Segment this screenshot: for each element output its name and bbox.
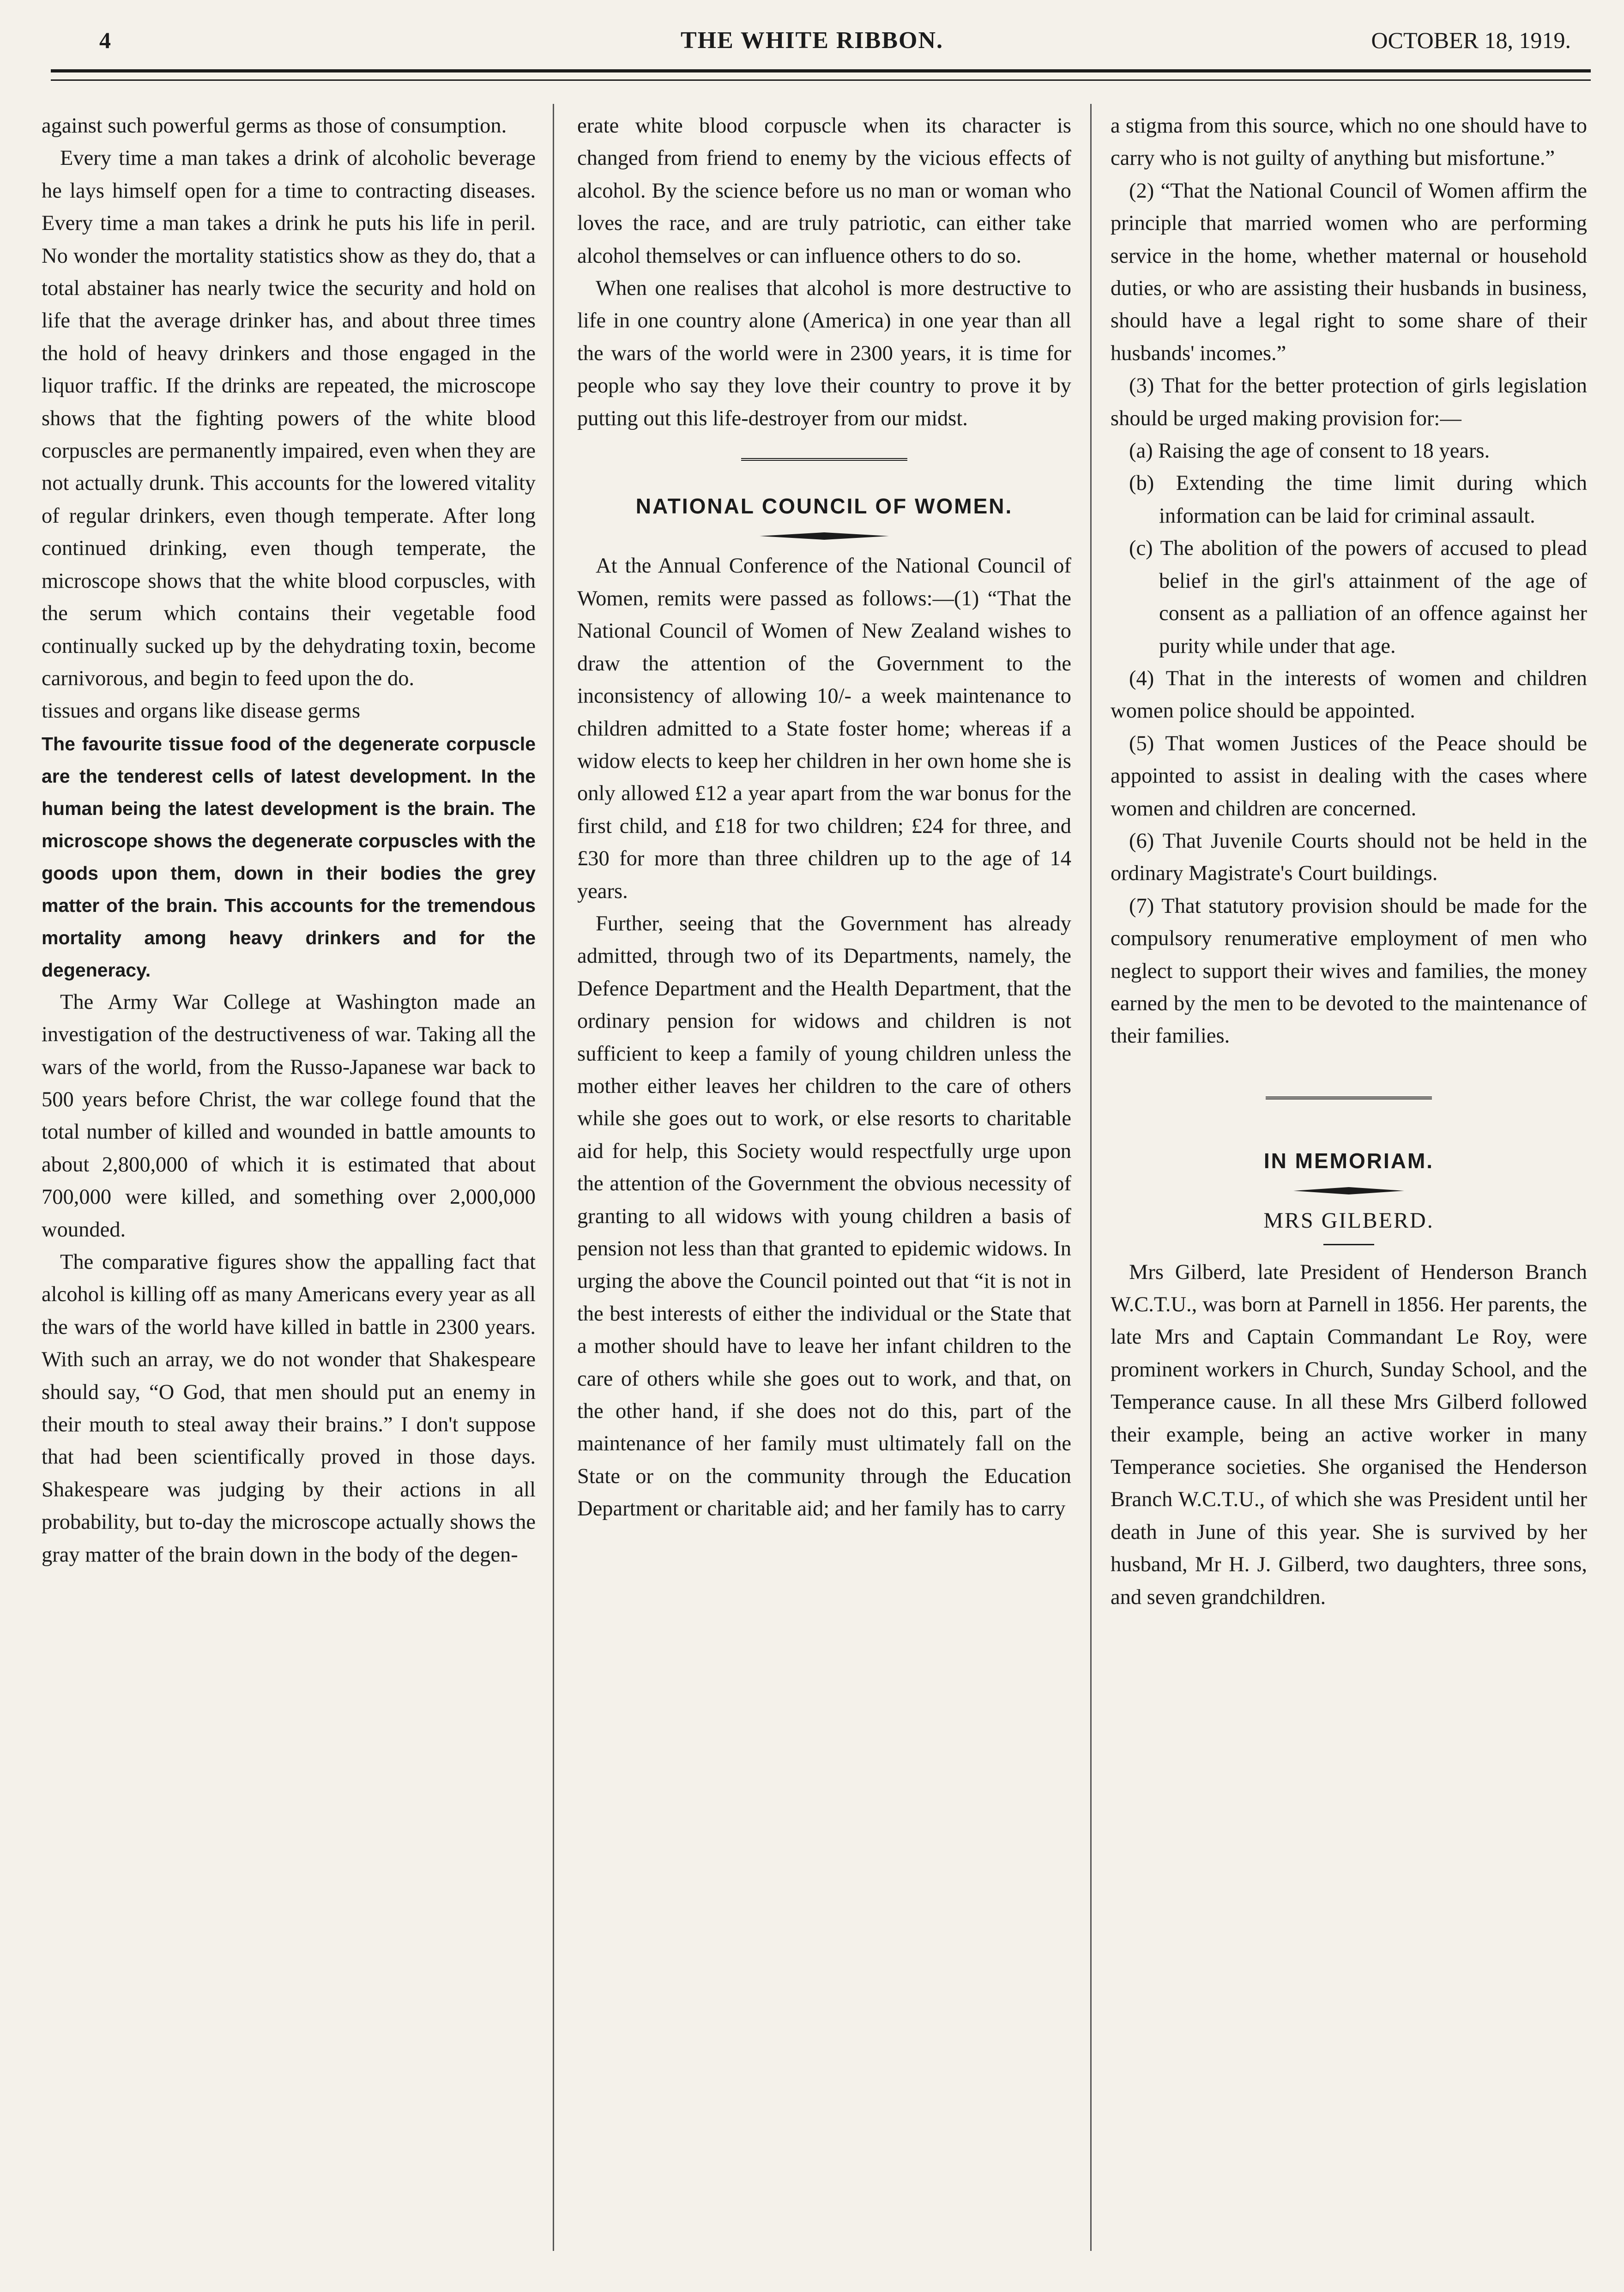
ornament-rule-icon bbox=[760, 531, 889, 542]
column-divider bbox=[553, 104, 554, 2251]
paragraph: erate white blood corpuscle when its character is changed from friend to enemy by the vicious effects of alcohol. By the science before us no man or woman who loves the race, and are truly patriotic, can either take alcohol themselves or can influence others to do so. bbox=[577, 114, 1071, 268]
bold-paragraph: The favourite tissue food of the degenerate corpuscle are the tenderest cells of latest development. In the human being the latest development is the brain. The microscope shows the degenerate corpuscles with the goods upon them, down in their bodies the grey matter of the brain. This accounts for the tremendous mortality among heavy drinkers and for the degeneracy. bbox=[42, 733, 536, 981]
list-item: (b) Extending the time limit during which information can be laid for criminal assault. bbox=[1129, 471, 1587, 528]
provision-list bbox=[1111, 435, 1587, 663]
paragraph: a stigma from this source, which no one should have to carry who is not guilty of anything but misfortune.” bbox=[1111, 114, 1587, 170]
paragraph: (3) That for the better protection of girls legislation should be urged making provision for:— bbox=[1111, 374, 1587, 430]
issue-date: OCTOBER 18, 1919. bbox=[1371, 27, 1571, 53]
ornament-rule-icon bbox=[1293, 1185, 1404, 1196]
paragraph: Further, seeing that the Government has already admitted, through two of its Departments, namely, the Defence Department and the Health Department, that the ordinary pension for widows and children is not sufficient to keep a family of young children unless the mother either leaves her children to the care of others while she goes out to work, or else resorts to charitable aid for help, this Society would respectfully urge upon the attention of the Government the obvious necessity of granting to all widows with young children a basis of pension not less than that granted to epidemic widows. In urging the above the Council pointed out that “it is not in the best interests of either the individual or the State that a mother should have to leave her infant children to the care of others while she goes out to work, and that, on the other hand, if she does not do this, part of the maintenance of her family must ultimately fall on the State or on the community through the Education Department or charitable aid; and her family has to carry bbox=[577, 911, 1071, 1521]
memoriam-heading: IN MEMORIAM. bbox=[1263, 1148, 1434, 1173]
memoriam-name: MRS GILBERD. bbox=[1263, 1208, 1434, 1233]
section-divider bbox=[741, 458, 907, 462]
paragraph: (5) That women Justices of the Peace should be appointed to assist in dealing with the cases where women and children are concerned. bbox=[1111, 731, 1587, 820]
list-item: (a) Raising the age of consent to 18 years. bbox=[1129, 439, 1490, 463]
paragraph: (6) That Juvenile Courts should not be held in the ordinary Magistrate's Court buildings. bbox=[1111, 829, 1587, 886]
paragraph: The Army War College at Washington made an investigation of the destructiveness of war. Taking all the wars of the world, from the Russo-Japanese war back to 500 years before Christ, the war college found that the total number of killed and wounded in battle amounts to about 2,800,000 of which it is estimated that about 700,000 were killed, and something over 2,000,000 wounded. bbox=[42, 990, 536, 1242]
column-1 bbox=[42, 110, 536, 1571]
section-heading: NATIONAL COUNCIL OF WOMEN. bbox=[635, 494, 1013, 519]
paragraph: tissues and organs like disease germs bbox=[42, 699, 361, 723]
paragraph: (7) That statutory provision should be made for the compulsory renumerative employment of men who neglect to support their wives and families, the money earned by the men to be devoted to the maintenance of their families. bbox=[1111, 894, 1587, 1048]
paragraph: Every time a man takes a drink of alcoholic beverage he lays himself open for a time to contracting diseases. Every time a man takes a drink he puts his life in peril. No wonder the mortality statistics show as they do, that a total abstainer has nearly twice the security and hold on life that the average drinker has, and about three times the hold of heavy drinkers and those engaged in the liquor traffic. If the drinks are repeated, the microscope shows that the fighting powers of the white blood corpuscles are permanently impaired, even when they are not actually drunk. This accounts for the lowered vitality of regular drinkers, even though temperate. After long continued drinking, even though temperate, the microscope shows that the white blood corpuscles, with the serum which contains their vegetable food continually sucked up by the dehydrating toxin, become carnivorous, and begin to feed upon the do. bbox=[42, 146, 536, 690]
page-number: 4 bbox=[99, 27, 111, 53]
list-item: (c) The abolition of the powers of accused to plead belief in the girl's attainment of the age of consent as a palliation of an offence against her purity while under that age. bbox=[1129, 537, 1587, 658]
paragraph: The comparative figures show the appalling fact that alcohol is killing off as many Americans every year as all the wars of the world have killed in battle in 2300 years. With such an array, we do not wonder that Shakespeare should say, “O God, that men should put an enemy in their mouth to steal away their brains.” I don't suppose that had been scientifically proved in those days. Shakespeare was judging by their actions in all probability, but to-day the microscope actually shows the gray matter of the brain down in the body of the degen- bbox=[42, 1250, 536, 1567]
paragraph: (2) “That the National Council of Women affirm the principle that married women who are performing service in the home, whether maternal or household duties, or who are assisting their husbands in business, should have a legal right to some share of their husbands' incomes.” bbox=[1111, 179, 1587, 365]
paragraph: When one realises that alcohol is more destructive to life in one country alone (America) in one year than all the wars of the world were in 2300 years, it is time for people who say they love their country to prove it by putting out this life-destroyer from our midst. bbox=[577, 277, 1071, 430]
header-rule-bottom bbox=[51, 79, 1591, 81]
header-rule-top bbox=[51, 69, 1591, 72]
masthead-title: THE WHITE RIBBON. bbox=[680, 27, 944, 54]
name-underline bbox=[1323, 1244, 1374, 1245]
paragraph: At the Annual Conference of the National Council of Women, remits were passed as follows:—(1) “That the National Council of Women of New Zealand wishes to draw the attention of the Government to the inconsistency of allowing 10/- a week maintenance to children admitted to a State foster home; whereas if a widow elects to keep her children in her own home she is only allowed £12 a year apart from the war bonus for the first child, and £18 for two children; £24 for three, and £30 for more than three children up to the age of 14 years. bbox=[577, 554, 1071, 903]
column-divider bbox=[1090, 104, 1092, 2251]
paragraph: (4) That in the interests of women and children women police should be appointed. bbox=[1111, 666, 1587, 723]
section-divider bbox=[1266, 1097, 1432, 1101]
column-3 bbox=[1111, 110, 1587, 1614]
paragraph: against such powerful germs as those of consumption. bbox=[42, 114, 507, 138]
paragraph: Mrs Gilberd, late President of Henderson Branch W.C.T.U., was born at Parnell in 1856. Her parents, the late Mrs and Captain Commandant Le Roy, were prominent workers in Church, Sunday School, and the Temperance cause. In all these Mrs Gilberd followed their example, being an active worker in many Temperance societies. She organised the Henderson Branch W.C.T.U., of which she was President until her death in June of this year. She is survived by her husband, Mr H. J. Gilberd, two daughters, three sons, and seven grandchildren. bbox=[1111, 1260, 1587, 1609]
column-2 bbox=[577, 110, 1071, 1526]
